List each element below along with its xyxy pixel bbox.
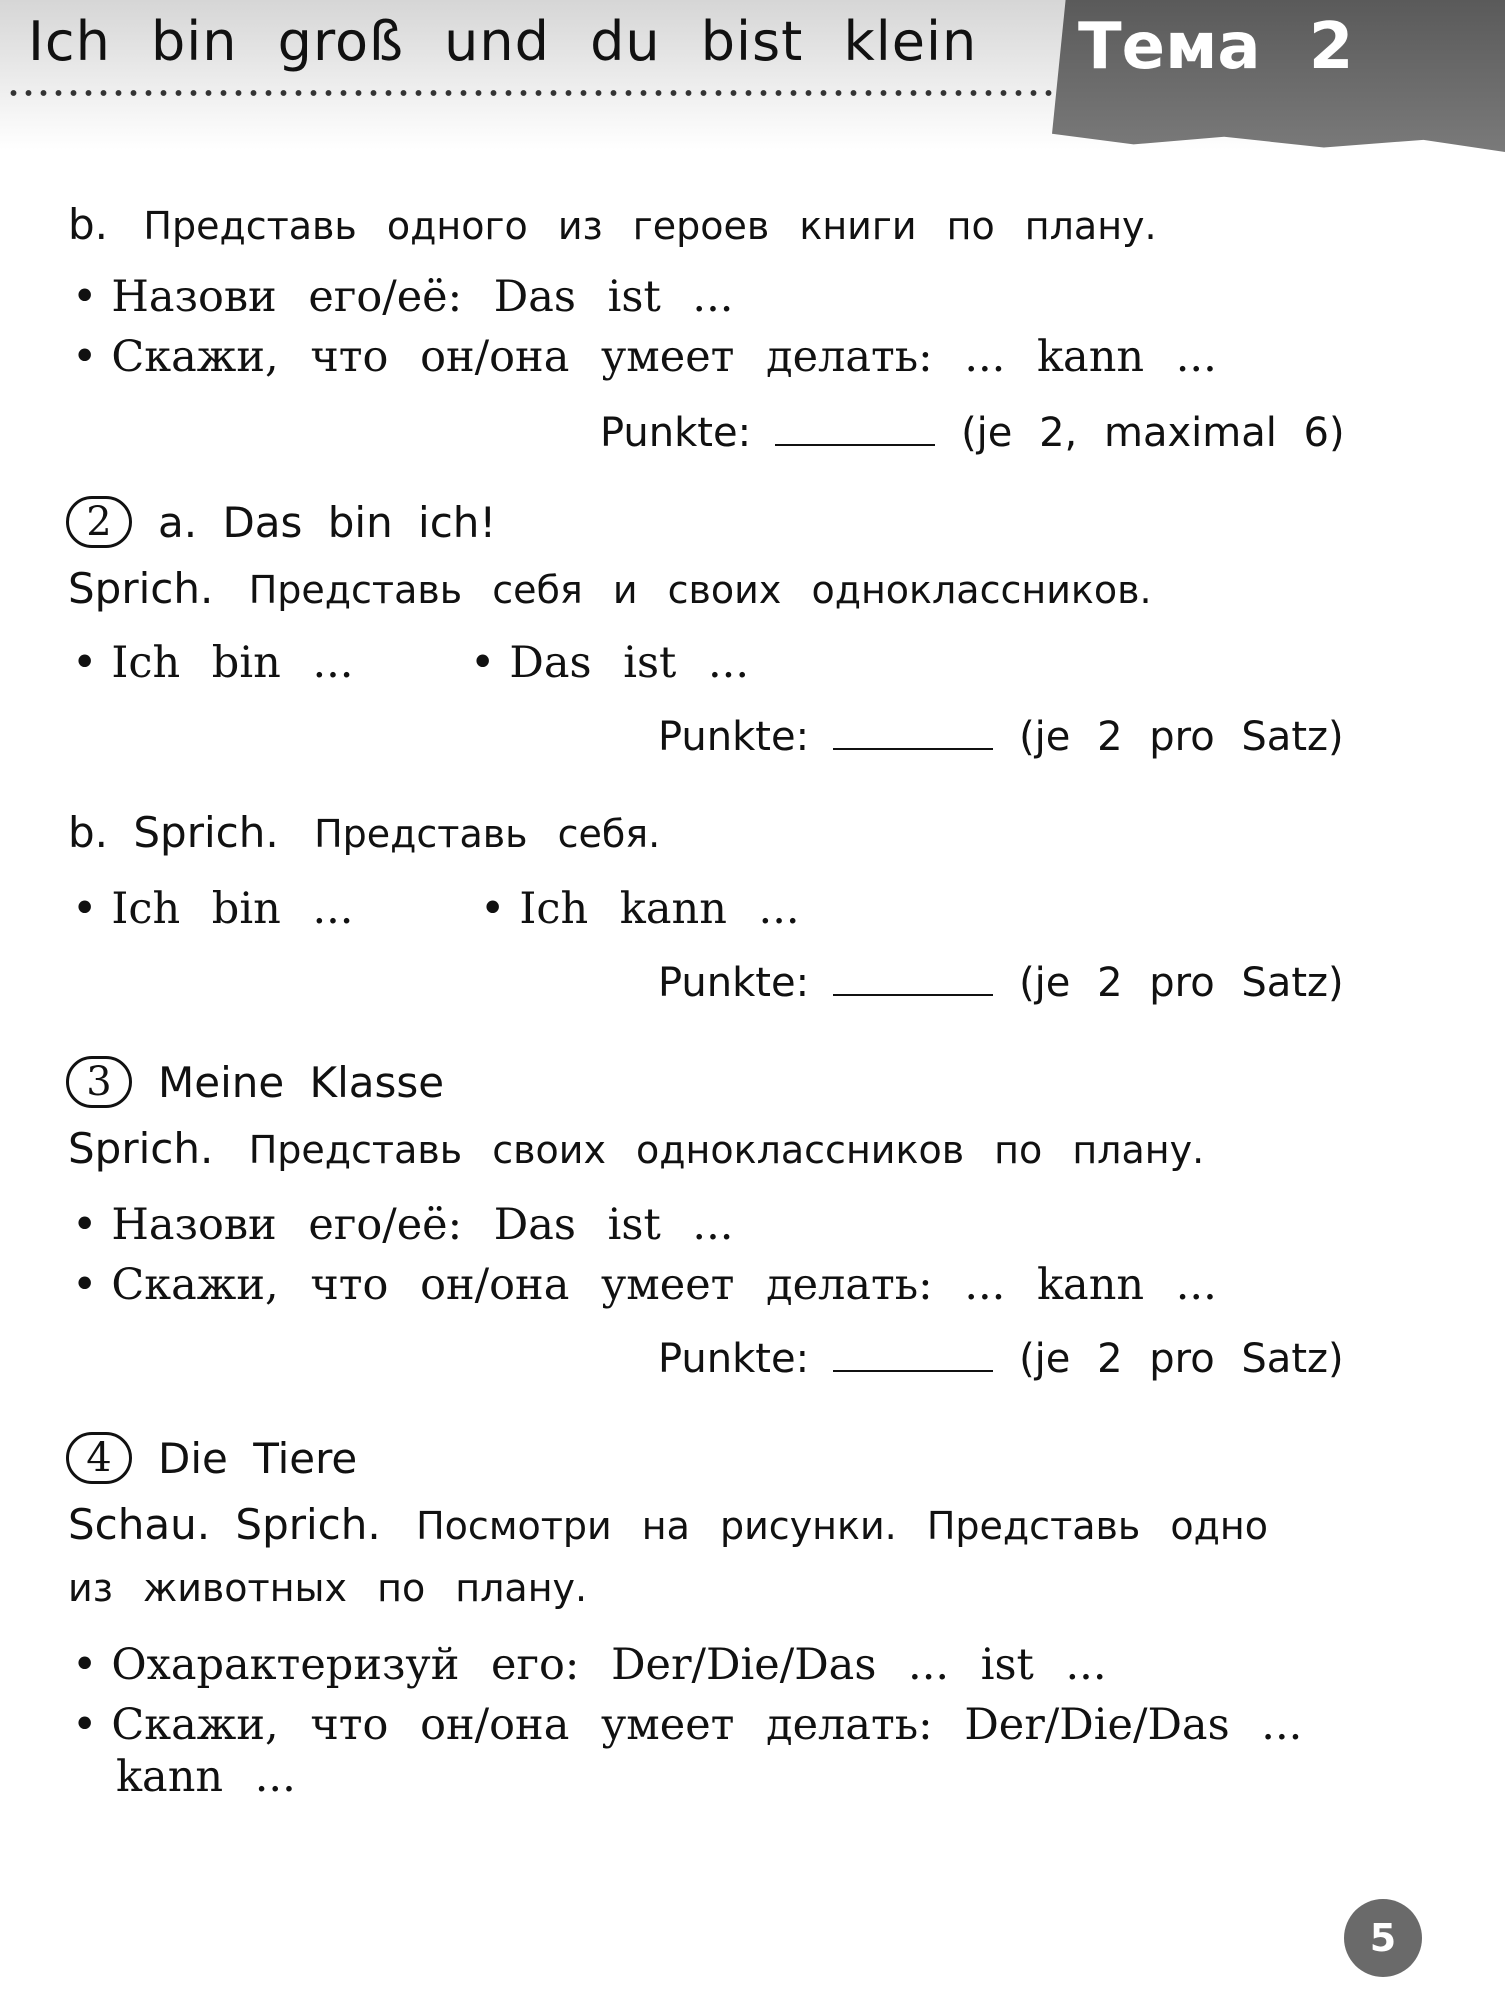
points-label: Punkte:: [658, 714, 810, 760]
points-label: Punkte:: [600, 410, 752, 456]
part-b1-bullet-2: • Скажи, что он/она умеет делать: ... kann ...: [72, 332, 1217, 382]
task3-title: Meine Klasse: [158, 1058, 445, 1107]
task4-number-badge: 4: [66, 1432, 132, 1484]
task4-instruction-line-1: [68, 1500, 1268, 1549]
task2-verb: Sprich.: [68, 564, 214, 613]
task4-verb: Schau. Sprich.: [68, 1500, 381, 1549]
points-blank[interactable]: [775, 443, 935, 446]
points-label: Punkte:: [658, 1336, 810, 1382]
task2-points: [658, 714, 1344, 760]
task4-bullet-1: • Охарактеризуй его: Der/Die/Das ... ist ...: [72, 1640, 1107, 1690]
page-header-title: Ich bin groß und du bist klein: [28, 10, 978, 73]
task2b-bullet-2: • Ich kann ...: [480, 884, 800, 934]
points-blank[interactable]: [833, 993, 993, 996]
bullet-text: Назови его/её: Das ist ...: [111, 272, 734, 322]
task2b-bullet-1: • Ich bin ...: [72, 884, 354, 934]
task2-bullet-1: • Ich bin ...: [72, 638, 354, 688]
task2b-verb: Sprich.: [133, 808, 279, 857]
task3-verb: Sprich.: [68, 1124, 214, 1173]
task3-bullet-1: • Назови его/её: Das ist ...: [72, 1200, 734, 1250]
points-note: (je 2, maximal 6): [961, 410, 1345, 456]
page-number-badge: 5: [1344, 1899, 1422, 1977]
bullet-text: Ich kann ...: [519, 884, 800, 934]
task3-points: [658, 1336, 1344, 1382]
task3-instruction: Представь своих одноклассников по плану.: [248, 1128, 1205, 1172]
task3-number-badge: 3: [66, 1056, 132, 1108]
task4-title: Die Tiere: [158, 1434, 358, 1483]
part-b1-bullet-1: • Назови его/её: Das ist ...: [72, 272, 734, 322]
points-note: (je 2 pro Satz): [1019, 960, 1344, 1006]
bullet-text: Скажи, что он/она умеет делать: Der/Die/Das ...: [111, 1700, 1303, 1750]
points-note: (je 2 pro Satz): [1019, 714, 1344, 760]
part-b1-heading: [68, 200, 1157, 249]
task4-instruction-line-2: из животных по плану.: [68, 1566, 588, 1610]
task2-heading: [66, 498, 496, 552]
part-b1-instruction: Представь одного из героев книги по плану.: [143, 204, 1157, 248]
task2b-heading: [68, 808, 660, 857]
bullet-text: Ich bin ...: [111, 638, 354, 688]
bullet-text: Назови его/её: Das ist ...: [111, 1200, 734, 1250]
task2b-points: [658, 960, 1344, 1006]
bullet-text: Охарактеризуй его: Der/Die/Das ... ist ...: [111, 1640, 1107, 1690]
bullet-text: Ich bin ...: [111, 884, 354, 934]
part-b1-points: [600, 410, 1345, 456]
bullet-text: Das ist ...: [509, 638, 749, 688]
task3-instruction-line: [68, 1124, 1204, 1173]
task2-instruction: Представь себя и своих одноклассников.: [248, 568, 1152, 612]
task2-instruction-line: [68, 564, 1152, 613]
task4-bullet-2-continuation: kann ...: [116, 1752, 296, 1802]
task4-instruction-1: Посмотри на рисунки. Представь одно: [416, 1504, 1268, 1548]
points-blank[interactable]: [833, 1369, 993, 1372]
points-note: (je 2 pro Satz): [1019, 1336, 1344, 1382]
bullet-text: Скажи, что он/она умеет делать: ... kann ...: [111, 332, 1217, 382]
task2-title: a. Das bin ich!: [158, 498, 497, 547]
task2-number-badge: 2: [66, 496, 132, 548]
header-dotted-rule: [6, 86, 1052, 100]
task4-bullet-2: • Скажи, что он/она умеет делать: Der/Die/Das ...: [72, 1700, 1303, 1750]
part-b1-label: b.: [68, 200, 109, 249]
tema-label: Тема 2: [1078, 10, 1354, 84]
task2-bullet-2: • Das ist ...: [470, 638, 749, 688]
bullet-text: Скажи, что он/она умеет делать: ... kann ...: [111, 1260, 1217, 1310]
points-label: Punkte:: [658, 960, 810, 1006]
task4-heading: [66, 1434, 357, 1488]
task2b-label: b.: [68, 808, 109, 857]
task3-heading: [66, 1058, 444, 1112]
task3-bullet-2: • Скажи, что он/она умеет делать: ... kann ...: [72, 1260, 1217, 1310]
task2b-instruction: Представь себя.: [314, 812, 661, 856]
points-blank[interactable]: [833, 747, 993, 750]
